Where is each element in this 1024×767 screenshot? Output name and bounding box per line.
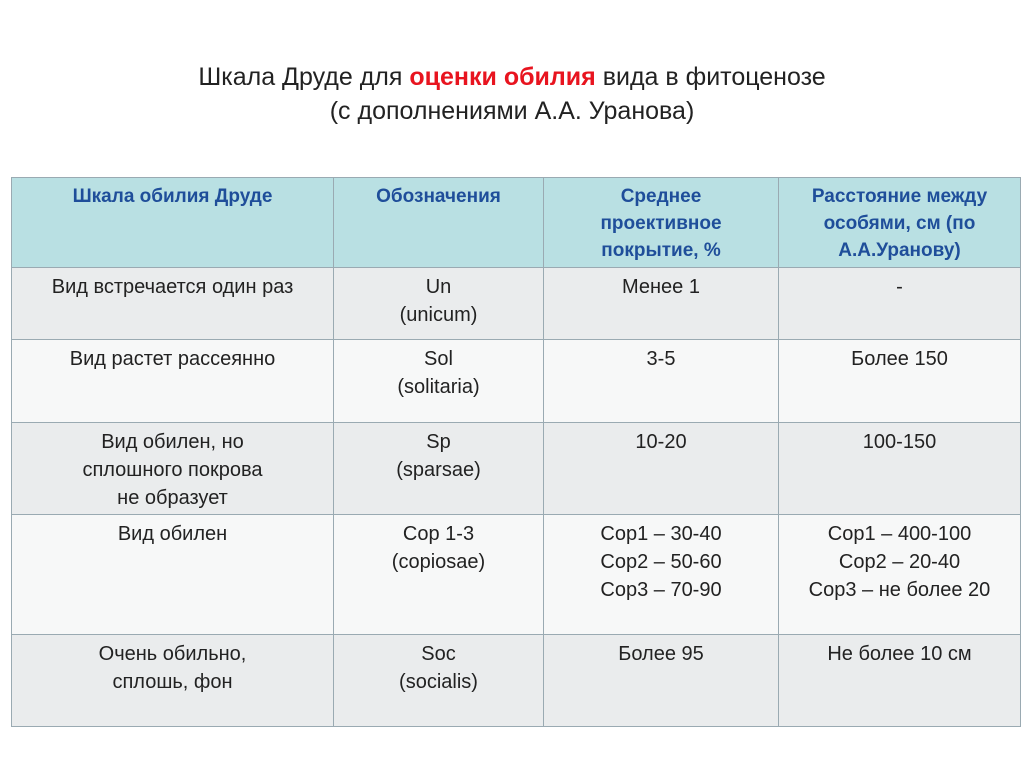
- table-cell-scale: [12, 635, 334, 727]
- cell-line: Soc: [421, 643, 456, 665]
- table-cell-symbol: [334, 340, 544, 423]
- title-line-2: (с дополнениями А.А. Уранова): [329, 97, 695, 125]
- cell-line: Cop3 – не более 20: [808, 579, 991, 601]
- table-row: [12, 515, 1021, 635]
- table-row: [12, 423, 1021, 515]
- table-cell-coverage: [544, 515, 779, 635]
- header-cell-symbol: Обозначения: [334, 178, 544, 268]
- header-cell-distance: Расстояние между особями, см (по А.А.Уранову): [779, 178, 1021, 268]
- table-cell-scale: [12, 515, 334, 635]
- table-cell-distance: [779, 340, 1021, 423]
- cell-line: сплошь, фон: [112, 671, 233, 693]
- header-cell-scale: Шкала обилия Друде: [12, 178, 334, 268]
- cell-line: -: [896, 276, 903, 298]
- cell-line: Cop2 – 50-60: [600, 551, 722, 573]
- table-cell-symbol: [334, 423, 544, 515]
- cell-line: 100-150: [862, 431, 937, 453]
- title-text-before: Шкала Друде для: [198, 63, 410, 91]
- table-cell-scale: [12, 340, 334, 423]
- table-cell-coverage: [544, 340, 779, 423]
- cell-line: не образует: [117, 487, 228, 509]
- cell-line: (socialis): [399, 671, 478, 693]
- cell-line: Вид растет рассеянно: [69, 348, 276, 370]
- table-cell-distance: [779, 515, 1021, 635]
- cell-line: Cop 1-3: [402, 523, 475, 545]
- table-cell-coverage: [544, 268, 779, 340]
- table-cell-coverage: [544, 423, 779, 515]
- cell-line: Вид обилен: [117, 523, 228, 545]
- drude-scale-table: [11, 177, 1021, 727]
- cell-line: Sol: [424, 348, 453, 370]
- table-body: [12, 268, 1021, 727]
- cell-line: Un: [425, 276, 452, 298]
- table-cell-scale: [12, 268, 334, 340]
- title-accent-text: оценки обилия: [409, 63, 596, 91]
- table-cell-symbol: [334, 635, 544, 727]
- title-text-after: вида в фитоценозе: [595, 63, 826, 91]
- cell-line: Cop2 – 20-40: [838, 551, 961, 573]
- cell-line: Cop1 – 30-40: [600, 523, 722, 545]
- cell-line: Вид встречается один раз: [51, 276, 294, 298]
- cell-line: Вид обилен, но: [101, 431, 244, 453]
- slide-title: [0, 60, 1024, 128]
- cell-line: Менее 1: [622, 276, 700, 298]
- cell-line: 10-20: [635, 431, 687, 453]
- cell-line: Более 150: [851, 348, 948, 370]
- cell-line: (solitaria): [397, 376, 480, 398]
- cell-line: (copiosae): [391, 551, 486, 573]
- cell-line: 3-5: [646, 348, 676, 370]
- table-row: [12, 268, 1021, 340]
- table-cell-distance: [779, 635, 1021, 727]
- cell-line: Cop1 – 400-100: [827, 523, 972, 545]
- cell-line: (sparsae): [396, 459, 481, 481]
- cell-line: (unicum): [399, 304, 478, 326]
- table-header-row: [12, 178, 1021, 268]
- title-line-1: [0, 60, 1024, 94]
- cell-line: сплошного покрова: [82, 459, 263, 481]
- cell-line: Более 95: [618, 643, 704, 665]
- table-cell-scale: [12, 423, 334, 515]
- table-cell-distance: [779, 423, 1021, 515]
- table-cell-coverage: [544, 635, 779, 727]
- table-row: [12, 340, 1021, 423]
- cell-line: Sp: [426, 431, 451, 453]
- header-cell-coverage: Среднее проективное покрытие, %: [544, 178, 779, 268]
- cell-line: Очень обильно,: [98, 643, 247, 665]
- table-cell-distance: [779, 268, 1021, 340]
- table-cell-symbol: [334, 268, 544, 340]
- table-row: [12, 635, 1021, 727]
- cell-line: Cop3 – 70-90: [600, 579, 722, 601]
- cell-line: Не более 10 см: [827, 643, 972, 665]
- table-cell-symbol: [334, 515, 544, 635]
